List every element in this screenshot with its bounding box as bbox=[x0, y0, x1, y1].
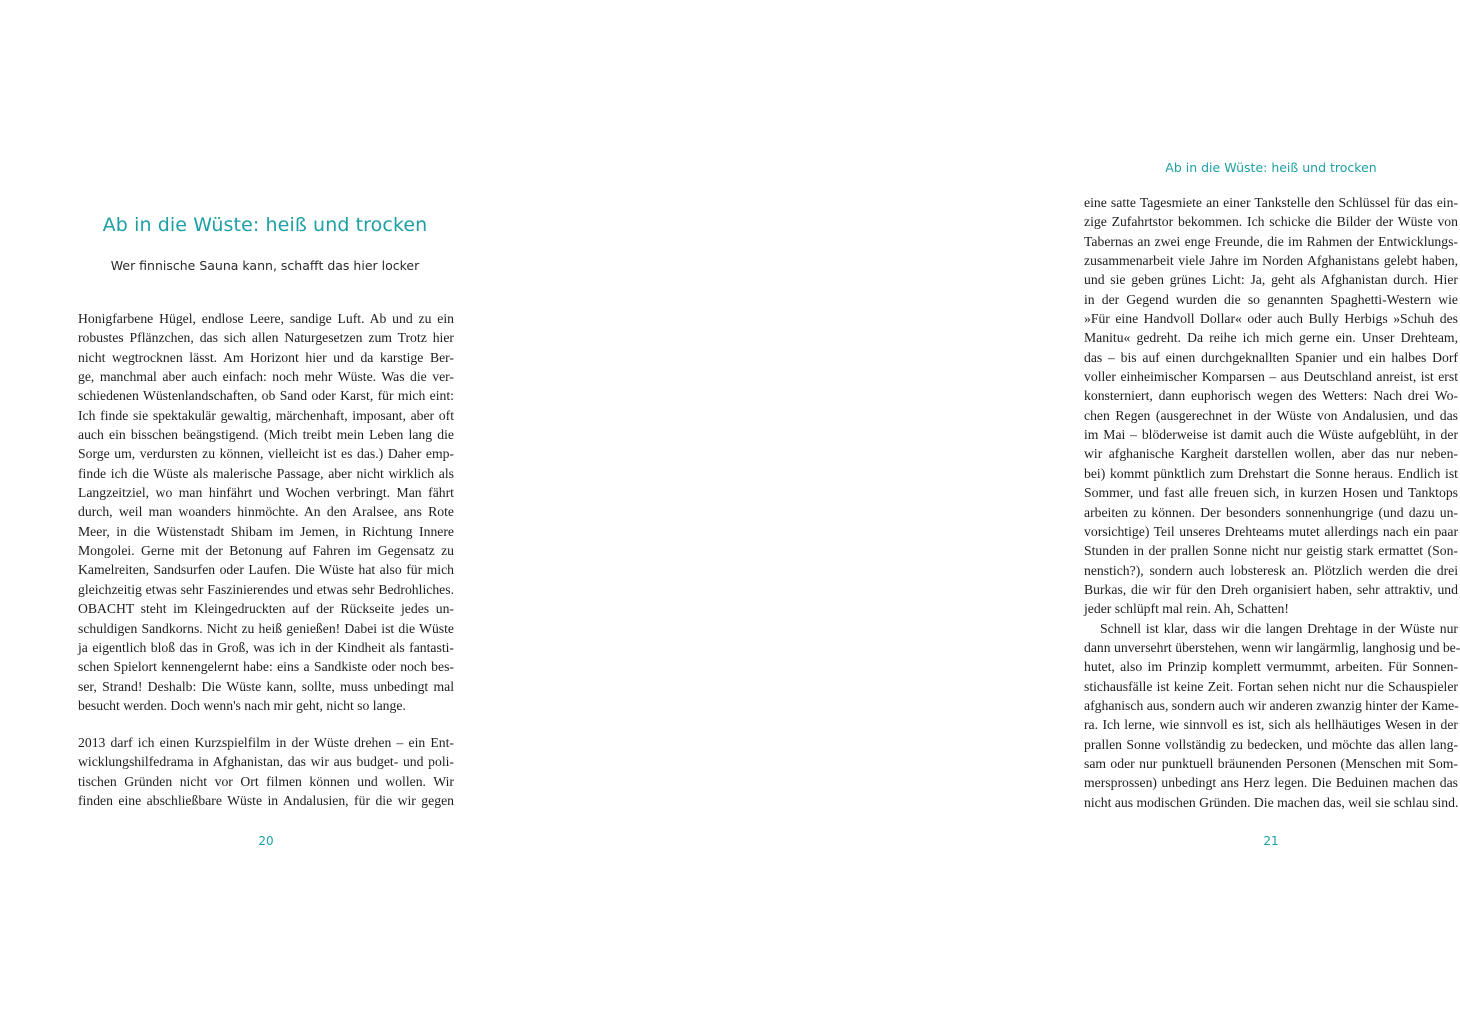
running-head: Ab in die Wüste: heiß und trocken bbox=[1165, 160, 1377, 175]
text-line: stichausfälle ist keine Zeit. Fortan sehen nicht nur die Schauspieler bbox=[1084, 678, 1458, 694]
body-paragraph bbox=[78, 309, 454, 715]
text-line: vorsichtige) Teil unseres Drehteams mutet allerdings nach ein paar bbox=[1084, 523, 1458, 539]
chapter-subtitle: Wer finnische Sauna kann, schafft das hier locker bbox=[110, 258, 420, 273]
text-line: sam oder nur punktuell bräunenden Personen (Menschen mit Som- bbox=[1084, 755, 1458, 771]
text-line: konsterniert, dann euphorisch wegen des Wetters: Nach drei Wo- bbox=[1084, 388, 1458, 404]
page-number: 20 bbox=[258, 834, 274, 848]
text-line: Manitu« gedreht. Da reihe ich mich gerne ein. Unser Drehteam, bbox=[1084, 330, 1458, 346]
text-line: Stunden in der prallen Sonne nicht nur geistig stark ermattet (Son- bbox=[1084, 543, 1458, 559]
text-line: nicht wegtrocknen lässt. Am Horizont hier und da karstige Ber- bbox=[78, 349, 454, 365]
text-line: auch ein bisschen beängstigend. (Mich treibt mein Leben lang die bbox=[78, 427, 454, 443]
text-line: bei) kommt pünktlich zum Drehstart die Sonne heraus. Endlich ist bbox=[1084, 465, 1458, 481]
text-line: arbeiten zu können. Der besonders sonnenhungrige (und dazu un- bbox=[1084, 504, 1458, 520]
text-line: Honigfarbene Hügel, endlose Leere, sandige Luft. Ab und zu ein bbox=[78, 311, 454, 326]
text-line: hutet, also im Prinzip komplett vermummt, arbeiten. Für Sonnen- bbox=[1084, 659, 1458, 675]
right-page bbox=[512, 0, 1460, 1024]
text-line: Meer, in die Wüstenstadt Shibam im Jemen, in Richtung Innere bbox=[78, 523, 454, 539]
text-line: gleichzeitig etwas sehr Faszinierendes und etwas sehr Bedrohliches. bbox=[78, 581, 454, 597]
left-page bbox=[0, 0, 512, 1024]
text-line: Mongolei. Gerne mit der Betonung auf Fahren im Gegensatz zu bbox=[78, 543, 454, 559]
text-line: in der Gegend wurden die so genannten Spaghetti-Western wie bbox=[1084, 291, 1458, 307]
text-line: robustes Pflänzchen, das sich allen Naturgesetzen zum Trotz hier bbox=[78, 330, 454, 346]
text-line: ge, manchmal aber auch einfach: noch mehr Wüste. Was die ver- bbox=[78, 369, 454, 385]
text-line: das – bis auf einen durchgeknallten Spanier und ein halbes Dorf bbox=[1084, 349, 1458, 365]
text-line: im Mai – blöderweise ist damit auch die Wüste aufgeblüht, in der bbox=[1084, 427, 1458, 443]
text-line: ra. Ich lerne, wie sinnvoll es ist, sich als hellhäutiges Wesen in der bbox=[1084, 717, 1458, 733]
text-line: wicklungshilfedrama in Afghanistan, das wir aus budget- und poli- bbox=[78, 754, 454, 770]
text-line: Tabernas an zwei enge Freunde, die im Rahmen der Entwicklungs- bbox=[1084, 233, 1458, 249]
text-line: tischen Gründen nicht vor Ort filmen können und wollen. Wir bbox=[78, 773, 454, 789]
text-line: afghanisch aus, sondern auch wir anderen zwanzig hinter der Kame- bbox=[1084, 697, 1459, 713]
text-line: »Für eine Handvoll Dollar« oder auch Bully Herbigs »Schuh des bbox=[1084, 311, 1458, 327]
text-line: zige Zufahrtstor bekommen. Ich schicke die Bilder der Wüste von bbox=[1084, 214, 1458, 230]
text-line: wir afghanische Kargheit darstellen wollen, aber das nur neben- bbox=[1084, 446, 1458, 462]
text-line: Kamelreiten, Sandsurfen oder Laufen. Die Wüste hat also für mich bbox=[78, 562, 454, 578]
chapter-title: Ab in die Wüste: heiß und trocken bbox=[102, 214, 428, 236]
page-number: 21 bbox=[1263, 834, 1279, 848]
text-line: eine satte Tagesmiete an einer Tankstelle den Schlüssel für das ein- bbox=[1084, 195, 1458, 210]
text-line: finde ich die Wüste als malerische Passage, aber nicht wirklich als bbox=[78, 465, 454, 481]
text-line: durch, weil man woanders hinmöchte. An den Aralsee, ans Rote bbox=[78, 504, 454, 520]
text-line: Sorge um, verdursten zu können, vielleicht ist es das.) Daher emp- bbox=[78, 446, 454, 462]
text-line: nenstich?), sondern auch lobsteresk an. Plötzlich werden die drei bbox=[1084, 562, 1458, 578]
text-line: prallen Sonne vollständig zu bedecken, und möchte das allen lang- bbox=[1084, 736, 1458, 752]
text-line: Langzeitziel, wo man hinfährt und Wochen verbringt. Man fährt bbox=[78, 485, 454, 501]
text-line: schuldigen Sandkorns. Nicht zu heiß genießen! Dabei ist die Wüste bbox=[78, 620, 454, 636]
text-line: finden eine abschließbare Wüste in Andalusien, für die wir gegen bbox=[78, 793, 454, 809]
text-line: Schnell ist klar, dass wir die langen Drehtage in der Wüste nur bbox=[1100, 620, 1458, 636]
text-line: zusammenarbeit viele Jahre im Norden Afghanistans gelebt haben, bbox=[1084, 253, 1458, 269]
text-line: mersprossen) unbedingt ans Herz legen. Die Beduinen machen das bbox=[1084, 775, 1458, 791]
text-line: ja eigentlich bloß das in Groß, was ich in der Kindheit als fantasti- bbox=[78, 639, 454, 655]
text-line: Ich finde sie spektakulär gewaltig, märchenhaft, imposant, aber oft bbox=[78, 407, 454, 423]
text-line: chen Regen (ausgerechnet in der Wüste von Andalusien, und das bbox=[1084, 407, 1458, 423]
text-line: Sommer, und fast alle freuen sich, in kurzen Hosen und Tanktops bbox=[1084, 485, 1458, 501]
text-line: ser, Strand! Deshalb: Die Wüste kann, sollte, muss unbedingt mal bbox=[78, 678, 454, 694]
text-line: Burkas, die wir für den Dreh organisiert haben, sehr attraktiv, und bbox=[1084, 581, 1458, 597]
text-line: besucht werden. Doch wenn's nach mir geht, nicht so lange. bbox=[78, 697, 406, 713]
text-line: voller einheimischer Komparsen – aus Deutschland anreist, ist erst bbox=[1084, 369, 1458, 385]
body-paragraph bbox=[1084, 193, 1458, 812]
text-line: jeder schlüpft mal rein. Ah, Schatten! bbox=[1084, 601, 1289, 617]
text-line: 2013 darf ich einen Kurzspielfilm in der Wüste drehen – ein Ent- bbox=[78, 735, 454, 750]
text-line: schen Spielort kennengelernt habe: eins a Sandkiste oder noch bes- bbox=[78, 659, 454, 675]
body-paragraph bbox=[78, 733, 454, 810]
text-line: schiedenen Wüstenlandschaften, ob Sand oder Karst, für mich eint: bbox=[78, 388, 454, 404]
text-line: und sie geben grünes Licht: Ja, geht als Afghanistan durch. Hier bbox=[1084, 272, 1458, 288]
text-line: nicht aus modischen Gründen. Die machen das, weil sie schlau sind. bbox=[1084, 794, 1459, 810]
text-line: OBACHT steht im Kleingedruckten auf der Rückseite jedes un- bbox=[78, 601, 454, 617]
text-line: dann unversehrt überstehen, wenn wir langärmlig, langhosig und be- bbox=[1084, 639, 1460, 655]
